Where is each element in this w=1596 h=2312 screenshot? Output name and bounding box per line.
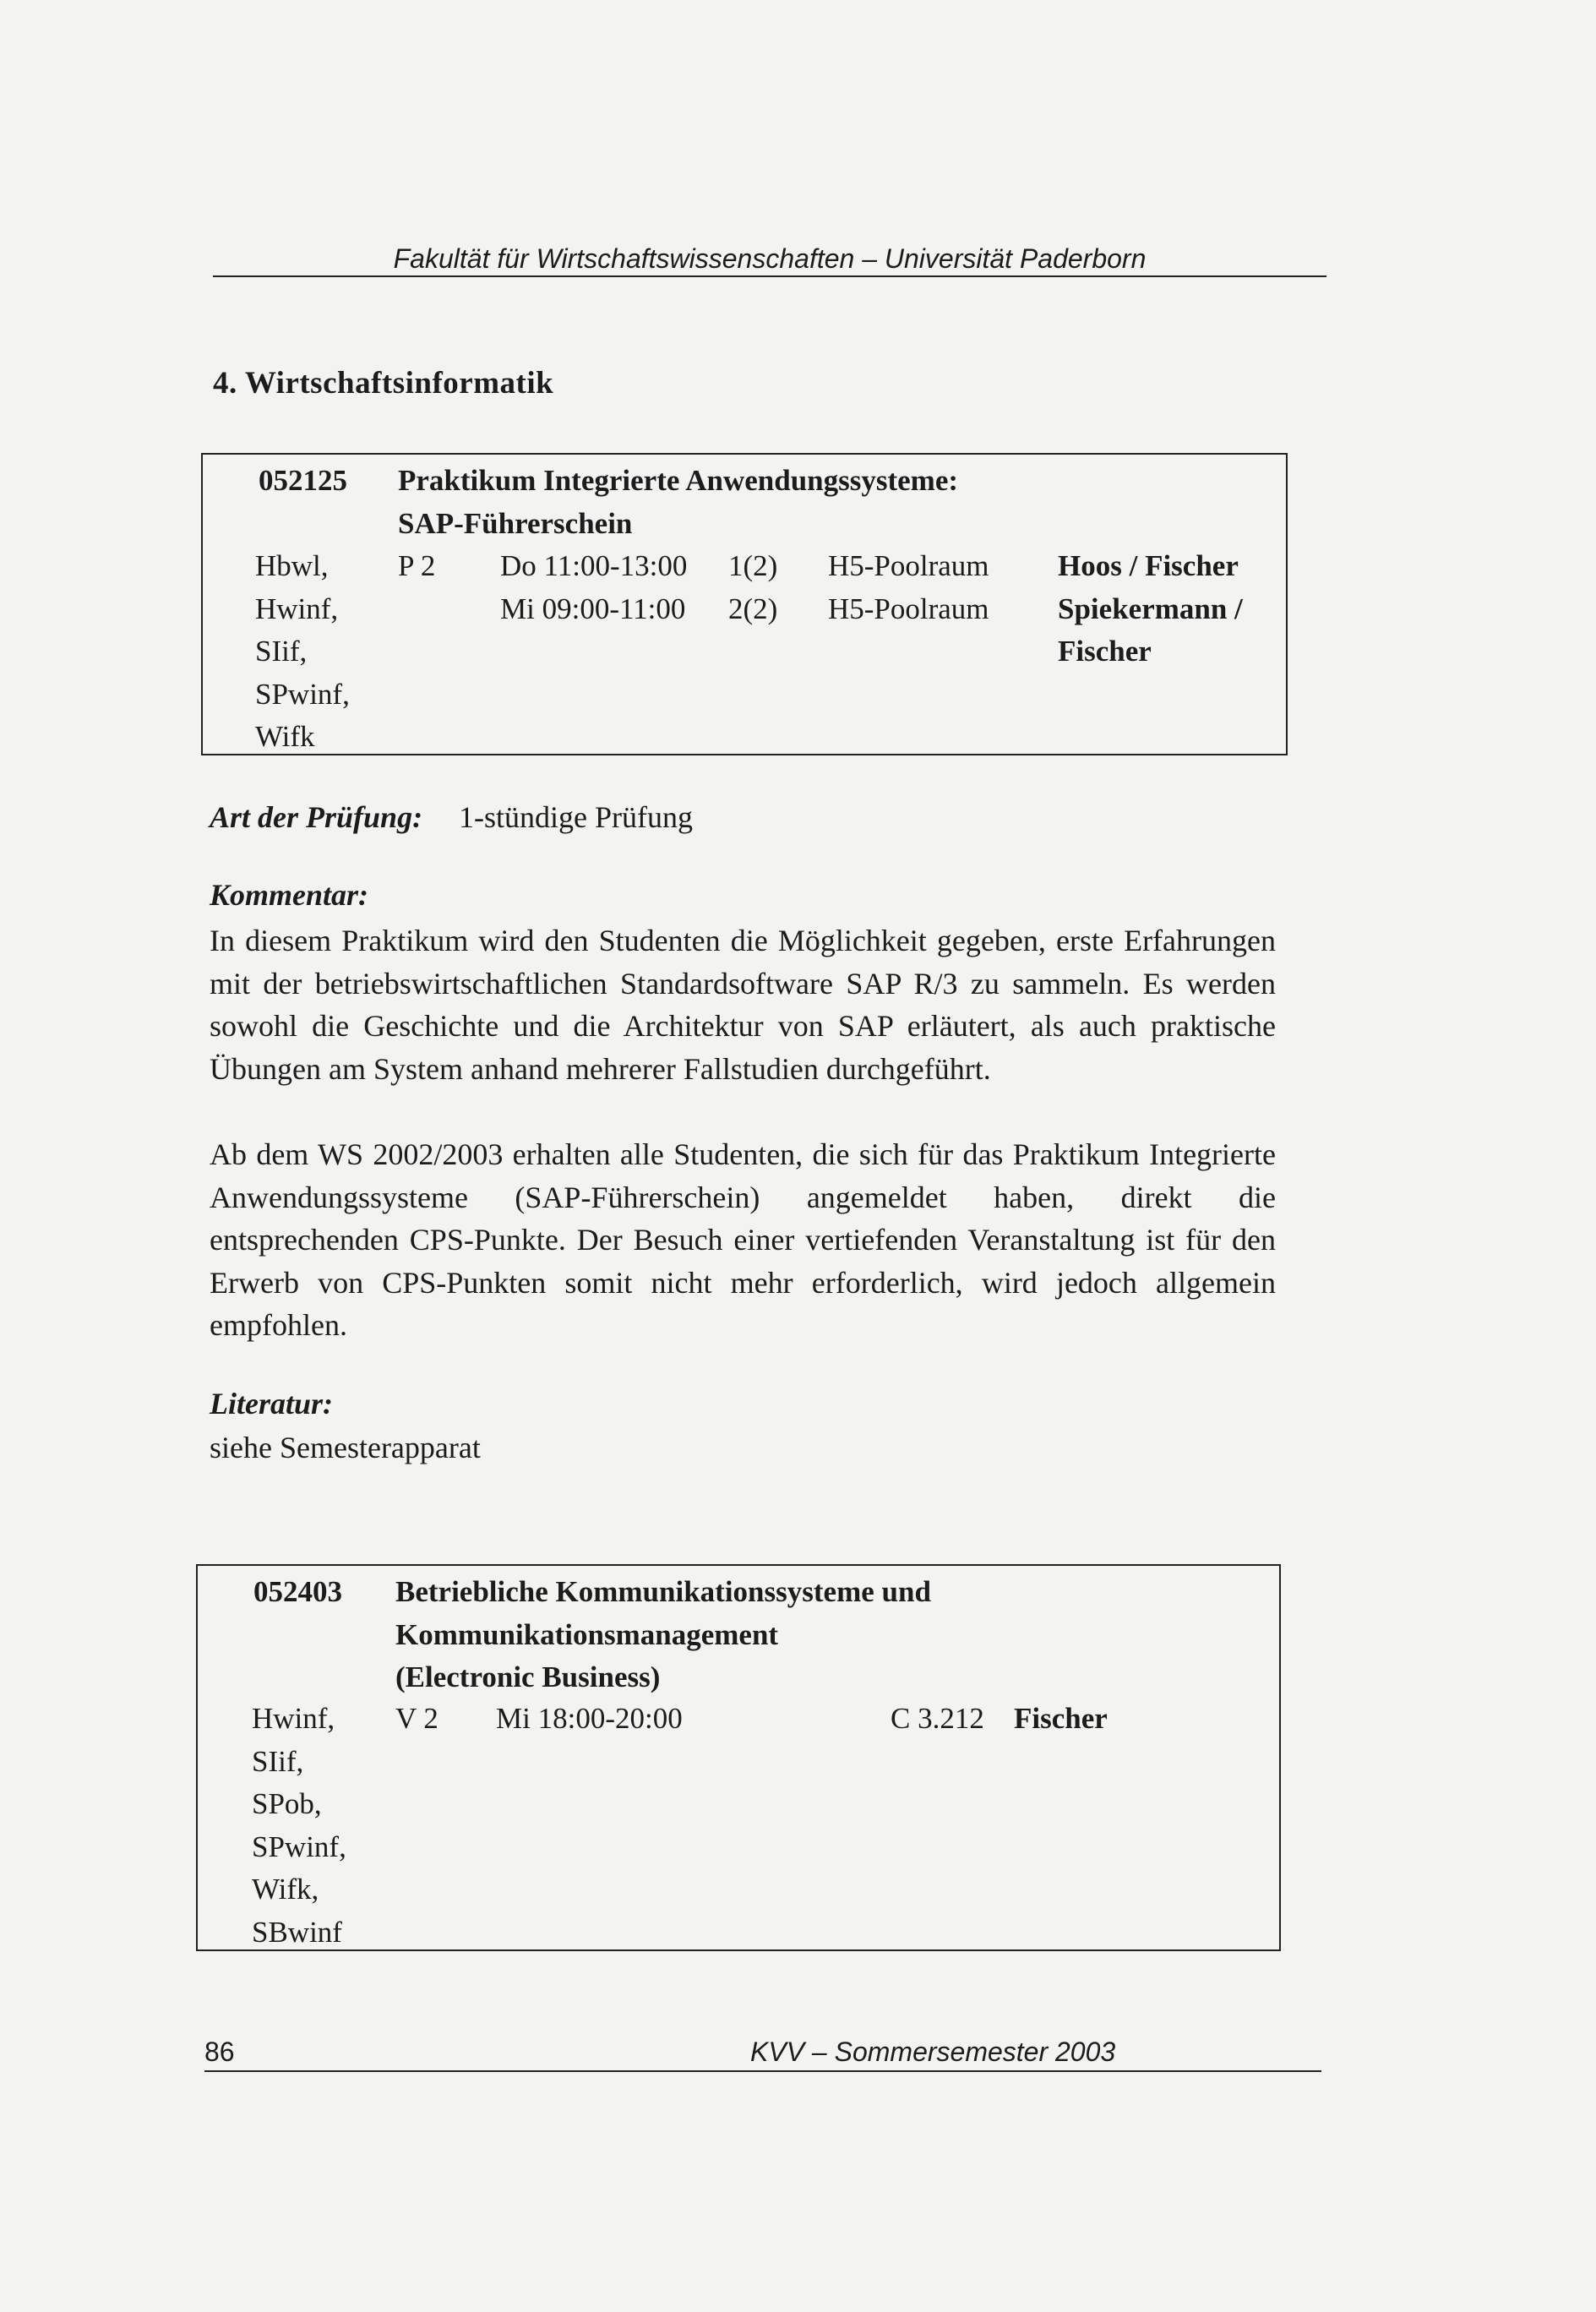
session-rooms (828, 545, 989, 630)
session-time: Do 11:00-13:00 (500, 549, 688, 582)
program-item: Hbwl, (255, 549, 329, 582)
lecturer-line: Fischer (1058, 635, 1152, 668)
lecturer-line: Hoos / Fischer (1058, 549, 1239, 582)
session-room: H5-Poolraum (828, 592, 989, 625)
course-title-line: Betriebliche Kommunikationssysteme und (395, 1575, 931, 1608)
comment-label: Kommentar: (210, 878, 369, 912)
session-groups (728, 545, 777, 630)
course-title (398, 460, 958, 545)
program-item: Wifk (255, 720, 315, 753)
program-item: SPwinf, (255, 677, 350, 711)
session-room: C 3.212 (891, 1702, 984, 1735)
course-lecturer: Fischer (1014, 1702, 1108, 1735)
comment-paragraph-1: In diesem Praktikum wird den Studenten die Möglichkeit gegeben, erste Erfahrungen mit der betriebswirtschaftlichen Standardsoftware SAP R/3 zu sammeln. Es werden sowohl die Geschichte und die Architektur von SAP erläutert, als auch praktische Übungen am System anhand mehrerer Fallstudien durchgeführt. (210, 924, 1276, 1086)
program-item: SPob, (252, 1787, 322, 1820)
section-title: 4. Wirtschaftsinformatik (213, 366, 554, 401)
literature-label: Literatur: (210, 1387, 334, 1420)
course-type: V 2 (395, 1702, 438, 1735)
session-group: 2(2) (728, 592, 778, 625)
comment-paragraph-2: Ab dem WS 2002/2003 erhalten alle Studenten, die sich für das Praktikum Integrierte Anwendungssysteme (SAP-Führerschein) angemeldet haben, direkt die entsprechenden CPS-Punkte. Der Besuch einer vertiefenden Veranstaltung ist für den Erwerb von CPS-Punkten somit nicht mehr erforderlich, wird jedoch allgemein empfohlen. (210, 1137, 1276, 1343)
course-title-line: (Electronic Business) (395, 1660, 661, 1693)
session-group: 1(2) (728, 549, 778, 582)
course-programs (252, 1698, 346, 1954)
program-item: SIif, (252, 1744, 304, 1778)
course-title-line: Kommunikationsmanagement (395, 1617, 779, 1651)
page-number: 86 (204, 2037, 235, 2067)
session-times (500, 545, 687, 630)
page-footer (204, 2037, 1321, 2072)
page-header: Fakultät für Wirtschaftswissenschaften – Universität Paderborn (213, 243, 1326, 277)
lecturer-line: Spiekermann / (1058, 592, 1243, 625)
session-room: H5-Poolraum (828, 549, 989, 582)
exam-label: Art der Prüfung: (210, 800, 423, 834)
course-title-line: SAP-Führerschein (398, 506, 633, 540)
program-item: SBwinf (252, 1915, 342, 1949)
program-item: Wifk, (252, 1873, 319, 1906)
exam-value: 1-stündige Prüfung (459, 800, 693, 834)
course-box-052403 (196, 1564, 1281, 1951)
course-title (395, 1571, 931, 1699)
course-box-052125 (201, 453, 1288, 755)
program-item: SIif, (255, 635, 308, 668)
course-title-line: Praktikum Integrierte Anwendungssysteme: (398, 464, 959, 497)
program-item: Hwinf, (255, 592, 339, 625)
session-time: Mi 18:00-20:00 (496, 1702, 683, 1735)
course-number: 052125 (259, 464, 347, 497)
session-time: Mi 09:00-11:00 (500, 592, 686, 625)
footer-title: KVV – Sommersemester 2003 (750, 2037, 1116, 2067)
course-type: P 2 (398, 549, 436, 582)
program-item: Hwinf, (252, 1702, 335, 1735)
literature-value: siehe Semesterapparat (210, 1431, 481, 1464)
program-item: SPwinf, (252, 1829, 346, 1863)
course-programs (255, 545, 350, 759)
course-number: 052403 (253, 1575, 342, 1608)
course-lecturers (1058, 545, 1243, 673)
